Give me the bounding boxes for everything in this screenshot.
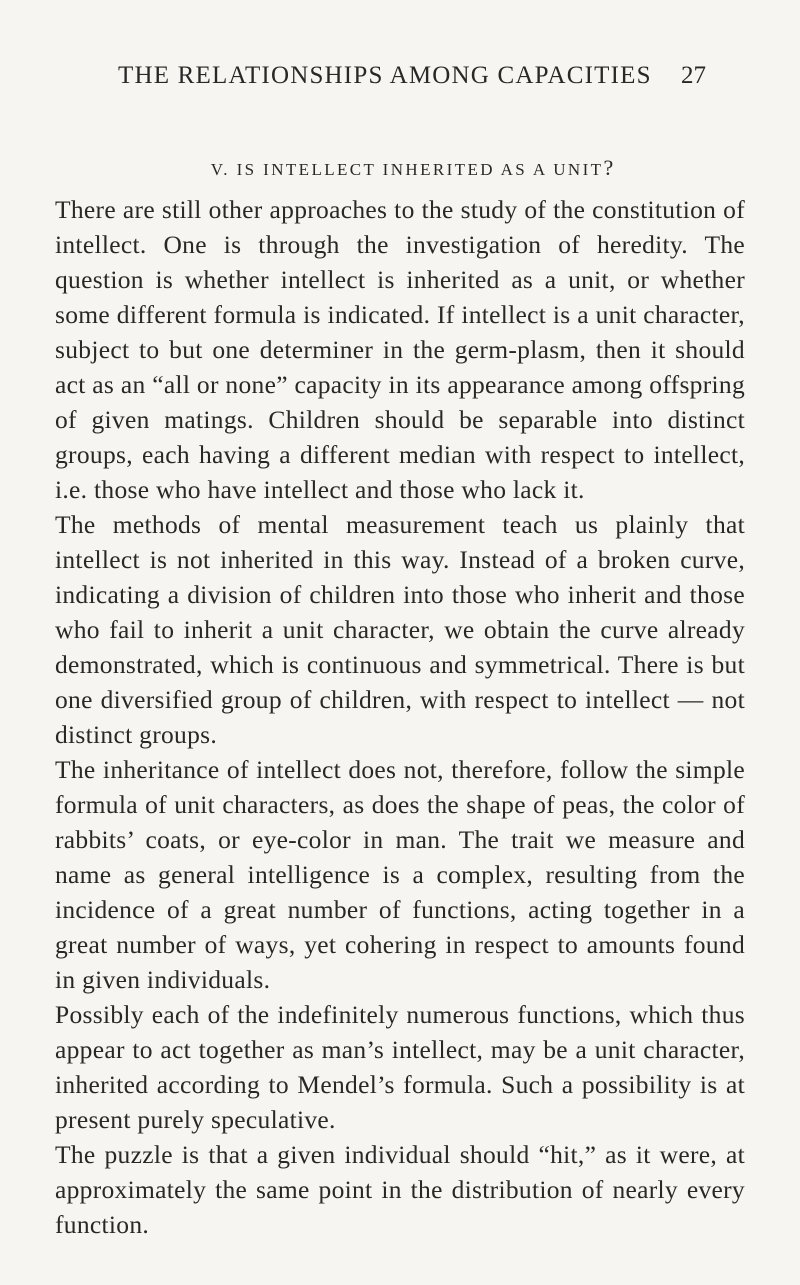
running-header [118, 62, 706, 102]
paragraph-4: Possibly each of the indefinitely numerous functions, which thus appear to act together as man’s intellect, may be a unit character, inherited according to Mendel’s formula. Such a possibility is at present purely speculative. [55, 1000, 745, 1134]
running-title: THE RELATIONSHIPS AMONG CAPACITIES [118, 62, 652, 89]
paragraph-2: The methods of mental measurement teach us plainly that intellect is not inherited in this way. Instead of a broken curve, indicating a division of children into those who inherit and those who fail to inherit a unit character, we obtain the curve already demonstrated, which is continuous and symmetrical. There is but one diversified group of children, with respect to intellect — not distinct groups. [55, 510, 745, 749]
section-heading [118, 155, 706, 181]
body-text [55, 192, 745, 1242]
paragraph-3: The inheritance of intellect does not, therefore, follow the simple formula of unit characters, as does the shape of peas, the color of rabbits’ coats, or eye-color in man. The trait we measure and name as general intelligence is a complex, resulting from the incidence of a great number of functions, acting together in a great number of ways, yet cohering in respect to amounts found in given individuals. [55, 755, 745, 994]
paragraph-1: There are still other approaches to the study of the constitution of intellect. One is through the investigation of heredity. The question is whether intellect is inherited as a unit, or whether some different formula is indicated. If intellect is a unit character, subject to but one determiner in the germ-plasm, then it should act as an “all or none” capacity in its appearance among offspring of given matings. Children should be separable into distinct groups, each having a different median with respect to intellect, i.e. those who have intellect and those who lack it. [55, 195, 745, 504]
page-number: 27 [681, 62, 706, 89]
section-heading-question-mark: ? [603, 155, 614, 180]
paragraph-5: The puzzle is that a given individual should “hit,” as it were, at approximately the same point in the distribution of nearly every function. [55, 1140, 745, 1239]
section-heading-text: V. IS INTELLECT INHERITED AS A UNIT [210, 160, 604, 179]
